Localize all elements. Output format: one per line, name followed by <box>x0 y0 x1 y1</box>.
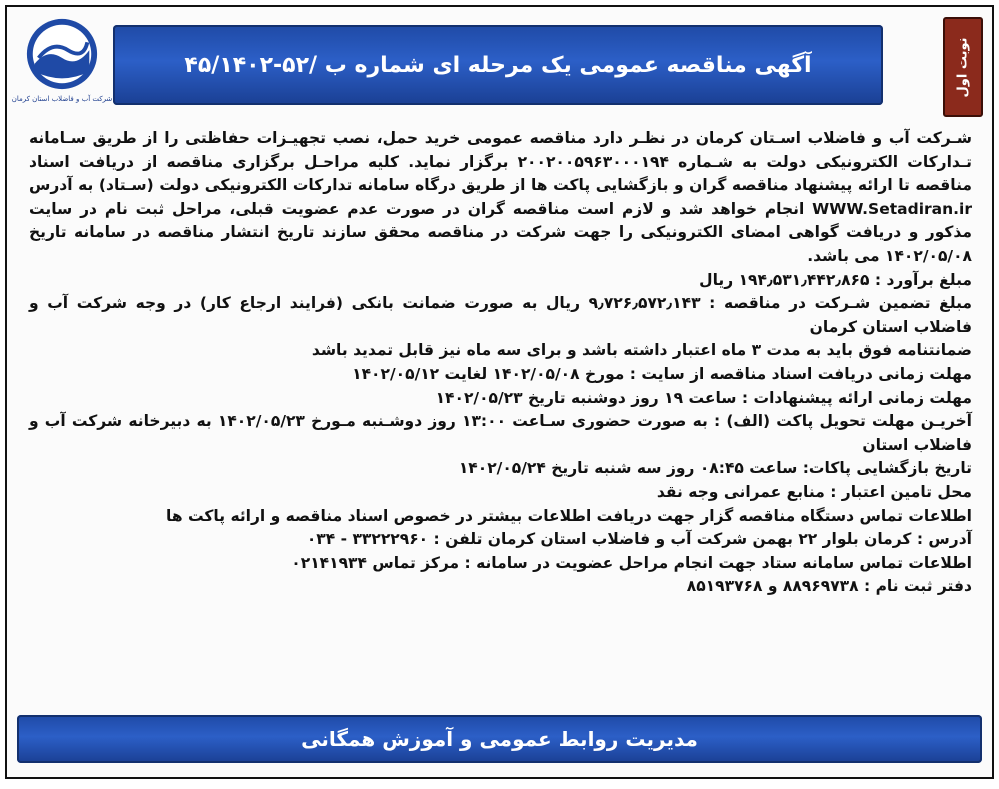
notice-body <box>29 127 972 599</box>
validity-line: ضمانتنامه فوق باید به مدت ۳ ماه اعتبار داشته باشد و برای سه ماه نیز قابل تمدید باشد <box>311 341 972 360</box>
company-logo <box>11 15 113 115</box>
address-line: آدرس : کرمان بلوار ۲۲ بهمن شرکت آب و فاضلاب استان کرمان تلفن : ۳۳۲۲۲۹۶۰ - ۰۳۴ <box>306 530 972 549</box>
water-drop-wave-icon <box>23 15 101 93</box>
funding-line: محل تامین اعتبار : منابع عمرانی وجه نقد <box>656 482 972 501</box>
guarantee-line: مبلغ تضمین شـرکت در مناقصه : ۹٫۷۲۶٫۵۷۲٫۱۴۳ ریال به صورت ضمانت بانکی (فرایند ارجاع کار) در وجه شرکت آب و فاضلاب استان کرمان <box>29 294 972 336</box>
badge-label: نوبت اول <box>955 36 971 98</box>
first-round-badge <box>943 17 983 117</box>
offer-deadline-line: مهلت زمانی ارائه پیشنهادات : ساعت ۱۹ روز دوشنبه تاریخ ۱۴۰۲/۰۵/۲۳ <box>435 388 972 407</box>
tender-notice <box>5 5 994 779</box>
estimate-line: مبلغ برآورد : ۱۹۴٫۵۳۱٫۴۴۲٫۸۶۵ ریال <box>699 270 972 289</box>
opening-line: تاریخ بازگشایی پاکات: ساعت ۰۸:۴۵ روز سه شنبه تاریخ ۱۴۰۲/۰۵/۲۴ <box>458 459 972 478</box>
registration-line: دفتر ثبت نام : ۸۸۹۶۹۷۳۸ و ۸۵۱۹۳۷۶۸ <box>686 577 972 596</box>
intro-paragraph: شـرکت آب و فاضلاب اسـتان کرمان در نظـر دارد مناقصه عمومی خرید حمل، نصب تجهیـزات حفاظتی را از طریق سـامانه تـدارکات الکترونیکی دولت به شـماره ۲۰۰۲۰۰۵۹۶۳۰۰۰۱۹۴ برگزار نماید. کلیه مراحـل برگزاری مناقصه از دریافت اسناد مناقصه تا ارائه پیشنهاد مناقصه گران و بازگشایی پاکت ها از طریق درگاه سامانه تدارکات الکترونیکی دولت (سـتاد) به آدرس WWW.Setadiran.ir انجام خواهد شد و لازم است مناقصه گران در صورت عدم عضویت قبلی، مراحل ثبت نام در سایت مذکور و دریافت گواهی امضای الکترونیکی را جهت شرکت در مناقصه محقق سازند تاریخ انتشار مناقصه در سامانه تاریخ ۱۴۰۲/۰۵/۰۸ می باشد. <box>29 129 972 265</box>
notice-title: آگهی مناقصه عمومی یک مرحله ای شماره ب /۵۲-۴۵/۱۴۰۲ <box>184 52 812 78</box>
title-banner <box>113 25 883 105</box>
setad-contact-line: اطلاعات تماس سامانه ستاد جهت انجام مراحل عضویت در سامانه : مرکز تماس ۰۲۱۴۱۹۳۴ <box>291 553 972 572</box>
logo-caption: شرکت آب و فاضلاب استان کرمان <box>11 95 113 103</box>
contact-intro-line: اطلاعات تماس دستگاه مناقصه گزار جهت دریافت اطلاعات بیشتر در خصوص اسناد مناقصه و ارائه پاکت ها <box>166 506 972 525</box>
doc-deadline-line: مهلت زمانی دریافت اسناد مناقصه از سایت : مورخ ۱۴۰۲/۰۵/۰۸ لغایت ۱۴۰۲/۰۵/۱۲ <box>352 364 972 383</box>
footer-text: مدیریت روابط عمومی و آموزش همگانی <box>301 727 698 751</box>
envelope-deadline-line: آخریـن مهلت تحویل پاکت (الف) : به صورت حضوری سـاعت ۱۳:۰۰ روز دوشـنبه مـورخ ۱۴۰۲/۰۵/۲۳ به دبیرخانه شرکت آب و فاضلاب استان <box>29 412 972 454</box>
notice-header <box>11 15 983 115</box>
footer-banner <box>17 715 982 763</box>
